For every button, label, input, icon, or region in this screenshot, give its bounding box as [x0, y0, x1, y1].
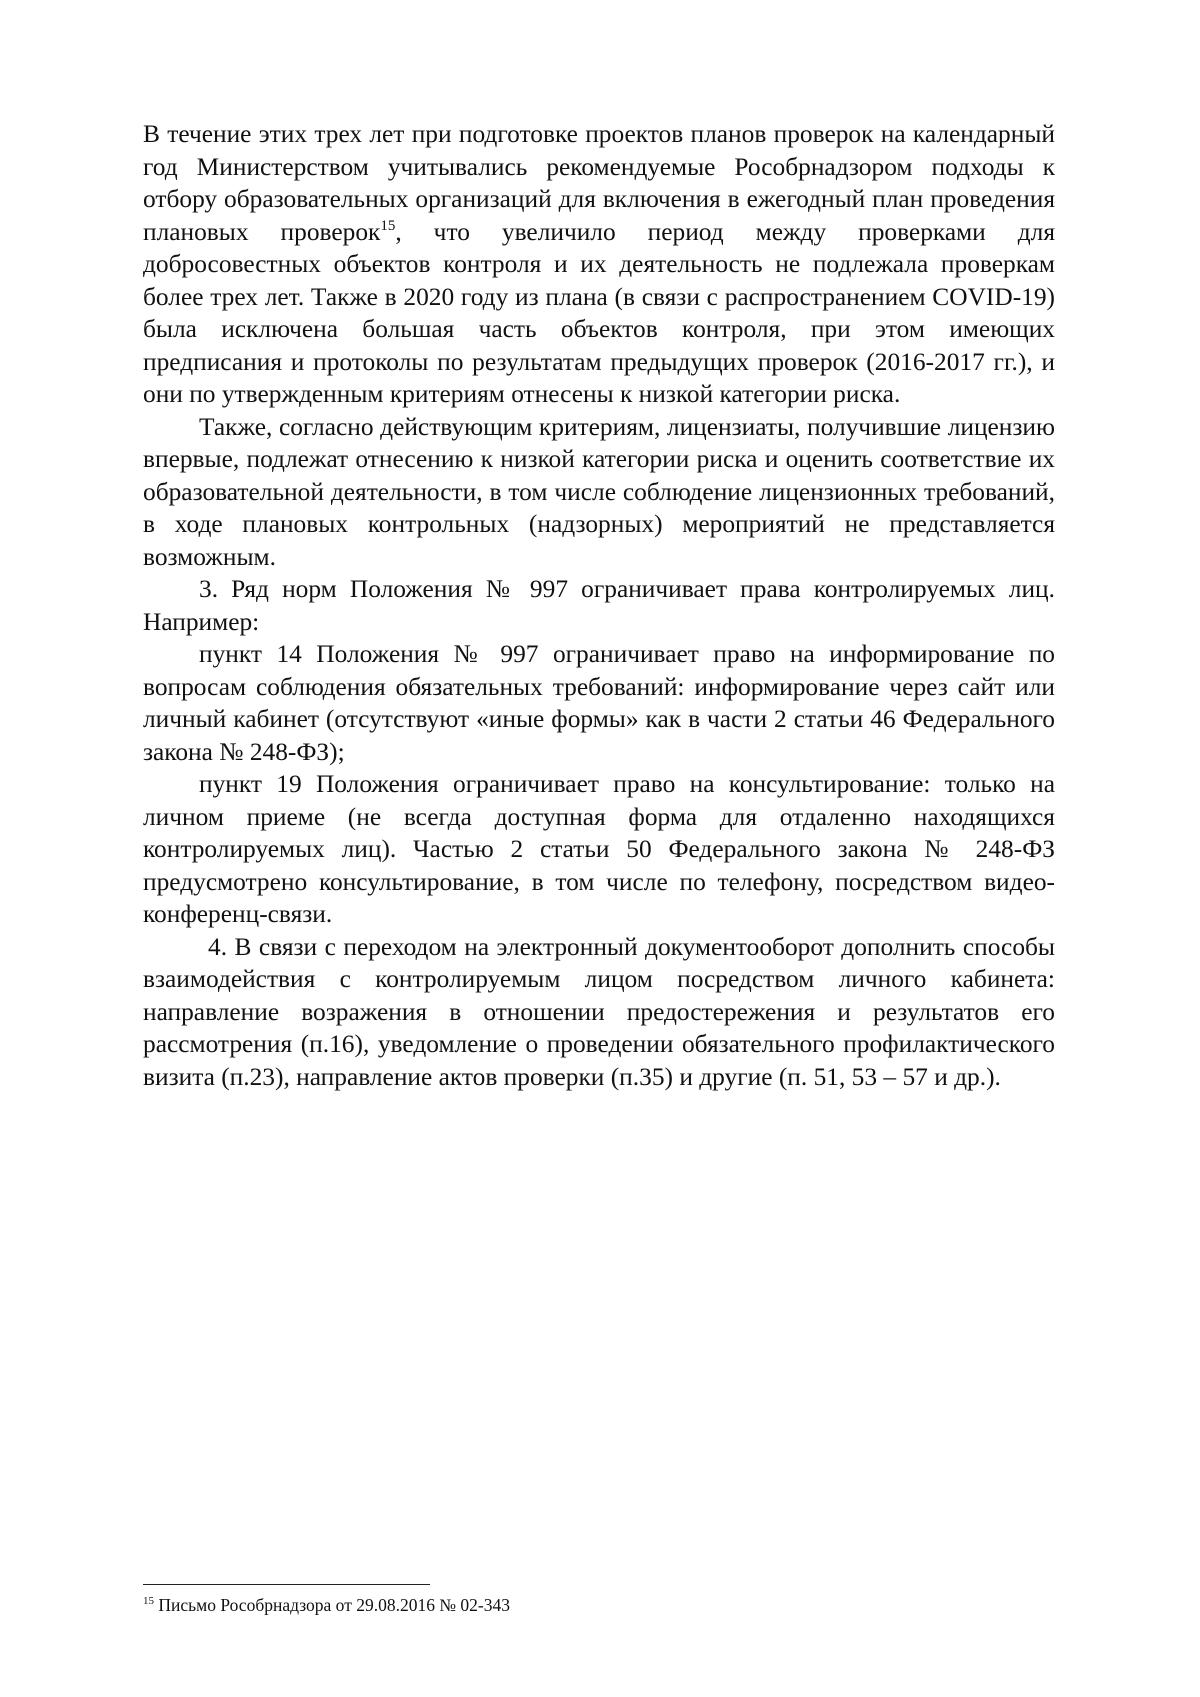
paragraph-licensees: Также, согласно действующим критериям, лицензиаты, получившие лицензию впервые, подлежат отнесению к низкой категории риска и оценить соответствие их образовательной деятельности, в том числе соблюдение лицензионных требований, в ходе плановых контрольных (надзорных) мероприятий не представляется возможным. — [143, 412, 1055, 571]
footnote-text: Письмо Рособрнадзора от 29.08.2016 № 02-343 — [154, 1595, 510, 1615]
footnote-separator — [143, 1584, 430, 1585]
footnote — [143, 1594, 1055, 1616]
paragraph-inspection-plans — [143, 118, 1055, 411]
footnote-number: 15 — [143, 1595, 154, 1607]
paragraph-point-19: пункт 19 Положения ограничивает право на консультирование: только на личном приеме (не всегда доступная форма для отдаленно находящихся контролируемых лиц). Частью 2 статьи 50 Федерального закона № 248-ФЗ предусмотрено консультирование, в том числе по телефону, посредством видео-конференц-связи. — [143, 770, 1055, 928]
paragraph-item-4: 4. В связи с переходом на электронный документооборот дополнить способы взаимодействия с контролируемым лицом посредством личного кабинета: направление возражения в отношении предостережения и результатов его рассмотрения (п.16), уведомление о проведении обязательного профилактического визита (п.23), направление актов проверки (п.35) и другие (п. 51, 53 – 57 и др.). — [143, 932, 1055, 1091]
paragraph-item-3: 3. Ряд норм Положения № 997 ограничивает права контролируемых лиц. Например: — [143, 575, 1055, 636]
paragraph-text: , что увеличило период между проверками для добросовестных объектов контроля и их деятельность не подлежала проверкам более трех лет. Также в 2020 году из плана (в связи с распространением COVID-19) была исключена большая часть объектов контроля, при этом имеющих предписания и протоколы по результатам предыдущих проверок (2016-2017 гг.), и они по утвержденным критериям отнесены к низкой категории риска. — [143, 217, 1056, 408]
footnote-reference: 15 — [380, 217, 396, 234]
document-body — [143, 118, 1055, 1093]
paragraph-text: В течение этих трех лет при подготовке проектов планов проверок на календарный год Министерством учитывались рекомендуемые Рособрнадзором подходы к отбору образовательных организаций для включения в ежегодный план проведения плановых проверок — [143, 120, 1055, 246]
paragraph-point-14: пункт 14 Положения № 997 ограничивает право на информирование по вопросам соблюдения обязательных требований: информирование через сайт или личный кабинет (отсутствуют «иные формы» как в части 2 статьи 46 Федерального закона № 248-ФЗ); — [143, 640, 1055, 766]
